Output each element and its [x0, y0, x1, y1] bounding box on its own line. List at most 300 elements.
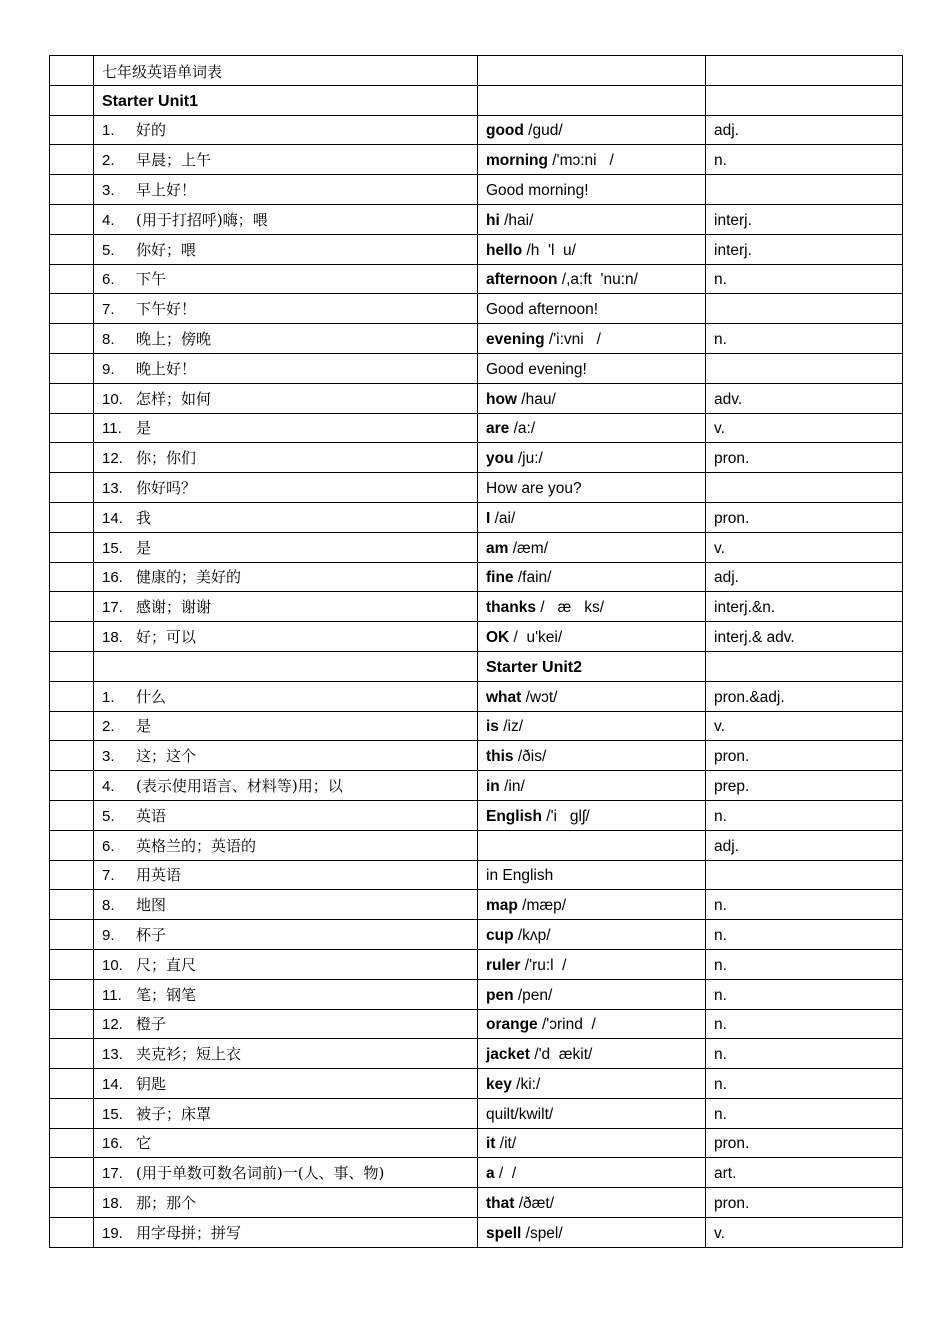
english-word-cell — [478, 204, 706, 234]
english-word-cell — [478, 592, 706, 622]
pronunciation: / u'kei/ — [509, 628, 563, 646]
section-heading-row — [50, 651, 903, 681]
english-word-cell — [478, 294, 706, 324]
part-of-speech: v. — [714, 420, 725, 438]
chinese-meaning: 你好；喂 — [136, 240, 197, 259]
english-word-cell — [478, 1158, 706, 1188]
pronunciation: /'i:vni / — [544, 330, 601, 348]
english-word: a — [486, 1165, 495, 1183]
row-margin-cell — [50, 1188, 94, 1218]
part-of-speech: pron.&adj. — [714, 688, 785, 706]
english-word: is — [486, 718, 499, 736]
row-margin-cell — [50, 234, 94, 264]
english-word: pen — [486, 986, 514, 1004]
pronunciation: /æm/ — [508, 539, 549, 557]
row-margin-cell — [50, 592, 94, 622]
chinese-meaning-cell — [94, 1009, 478, 1039]
part-of-speech-cell — [706, 115, 903, 145]
part-of-speech-cell — [706, 413, 903, 443]
item-number: 9. — [102, 926, 115, 944]
part-of-speech-cell — [706, 949, 903, 979]
part-of-speech: interj. — [714, 211, 752, 229]
part-of-speech: n. — [714, 956, 727, 974]
chinese-meaning-cell — [94, 860, 478, 890]
pronunciation: /'mɔ:ni / — [548, 152, 614, 170]
pronunciation: /h 'l u/ — [522, 241, 576, 259]
pronunciation: /,a:ft 'nu:n/ — [557, 271, 638, 289]
word-row — [50, 1069, 903, 1099]
word-row — [50, 562, 903, 592]
chinese-meaning-cell — [94, 115, 478, 145]
item-number: 1. — [102, 122, 115, 140]
chinese-meaning-cell — [94, 383, 478, 413]
english-word-cell — [478, 771, 706, 801]
part-of-speech-cell — [706, 353, 903, 383]
word-row — [50, 353, 903, 383]
part-of-speech-cell — [706, 1158, 903, 1188]
pronunciation: /ki:/ — [511, 1075, 541, 1093]
pronunciation: / æ ks/ — [535, 599, 605, 617]
vocabulary-table-body — [50, 56, 903, 1248]
english-word: hi — [486, 211, 500, 229]
word-row — [50, 383, 903, 413]
pronunciation: /hau/ — [517, 390, 556, 408]
item-number: 11. — [102, 986, 122, 1004]
part-of-speech: v. — [714, 539, 725, 557]
row-margin-cell — [50, 145, 94, 175]
chinese-meaning: 怎样；如何 — [136, 389, 212, 408]
item-number: 16. — [102, 569, 123, 587]
part-of-speech-cell — [706, 145, 903, 175]
english-word: you — [486, 450, 514, 468]
word-row — [50, 115, 903, 145]
part-of-speech: interj.& adv. — [714, 628, 795, 646]
part-of-speech-cell — [706, 1218, 903, 1248]
row-margin-cell — [50, 1069, 94, 1099]
chinese-meaning: 杯子 — [136, 925, 167, 944]
row-margin-cell — [50, 979, 94, 1009]
item-number: 9. — [102, 360, 115, 378]
part-of-speech: adj. — [714, 837, 739, 855]
english-word: map — [486, 897, 518, 915]
chinese-meaning-cell — [94, 1039, 478, 1069]
chinese-meaning-cell — [94, 800, 478, 830]
part-of-speech-cell — [706, 890, 903, 920]
row-margin-cell — [50, 562, 94, 592]
chinese-meaning: 地图 — [136, 896, 167, 915]
english-word: I — [486, 509, 491, 527]
chinese-meaning: 你；你们 — [136, 449, 197, 468]
item-number: 14. — [102, 1075, 123, 1093]
part-of-speech-cell — [706, 383, 903, 413]
chinese-meaning-cell — [94, 353, 478, 383]
english-word-cell — [478, 711, 706, 741]
chinese-meaning-cell — [94, 830, 478, 860]
chinese-meaning-cell — [94, 771, 478, 801]
item-number: 18. — [102, 628, 123, 646]
row-margin-cell — [50, 741, 94, 771]
english-word-cell — [478, 830, 706, 860]
word-row — [50, 502, 903, 532]
english-word-cell — [478, 383, 706, 413]
vocabulary-table — [49, 55, 903, 1248]
pronunciation: /ju:/ — [513, 450, 543, 468]
english-word: spell — [486, 1224, 522, 1242]
english-word-cell — [478, 1039, 706, 1069]
pronunciation: /'i glʃ/ — [541, 807, 590, 825]
row-margin-cell — [50, 1158, 94, 1188]
row-margin-cell — [50, 294, 94, 324]
chinese-meaning-cell — [94, 741, 478, 771]
english-word-cell — [478, 502, 706, 532]
part-of-speech-cell — [706, 324, 903, 354]
english-word: cup — [486, 926, 514, 944]
word-row — [50, 294, 903, 324]
english-word: jacket — [486, 1046, 530, 1064]
chinese-meaning: 早上好！ — [136, 180, 197, 199]
part-of-speech-cell — [706, 711, 903, 741]
english-word-cell — [478, 234, 706, 264]
english-word-cell — [478, 473, 706, 503]
chinese-meaning-cell — [94, 175, 478, 205]
pronunciation: /ðis/ — [513, 748, 547, 766]
chinese-meaning-cell — [94, 1188, 478, 1218]
word-row — [50, 175, 903, 205]
pronunciation: /it/ — [495, 1135, 517, 1153]
row-margin-cell — [50, 651, 94, 681]
english-word-cell — [478, 949, 706, 979]
part-of-speech-cell — [706, 920, 903, 950]
item-number: 15. — [102, 1105, 123, 1123]
word-row — [50, 1188, 903, 1218]
english-word: English — [486, 807, 542, 825]
row-margin-cell — [50, 204, 94, 234]
row-margin-cell — [50, 175, 94, 205]
part-of-speech: v. — [714, 1224, 725, 1242]
pronunciation: /hai/ — [499, 211, 534, 229]
chinese-meaning: 下午好！ — [136, 300, 197, 319]
chinese-meaning-cell — [94, 681, 478, 711]
chinese-meaning: 它 — [136, 1134, 152, 1153]
part-of-speech: n. — [714, 807, 727, 825]
part-of-speech-cell — [706, 234, 903, 264]
part-of-speech: adj. — [714, 569, 739, 587]
chinese-meaning: 下午 — [136, 270, 167, 289]
chinese-meaning: 我 — [136, 508, 152, 527]
chinese-meaning: 夹克衫；短上衣 — [136, 1045, 242, 1064]
row-margin-cell — [50, 56, 94, 86]
part-of-speech: art. — [714, 1165, 737, 1183]
english-word: are — [486, 420, 510, 438]
item-number: 2. — [102, 718, 115, 736]
pronunciation: /fain/ — [513, 569, 552, 587]
word-row — [50, 204, 903, 234]
chinese-meaning: 晚上好！ — [136, 359, 197, 378]
part-of-speech: n. — [714, 926, 727, 944]
row-margin-cell — [50, 1098, 94, 1128]
part-of-speech-cell — [706, 443, 903, 473]
chinese-meaning: 早晨；上午 — [136, 151, 212, 170]
english-word-cell — [478, 920, 706, 950]
part-of-speech-cell — [706, 622, 903, 652]
chinese-meaning: 笔；钢笔 — [136, 985, 197, 1004]
item-number: 12. — [102, 1016, 123, 1034]
pronunciation: How are you? — [486, 479, 582, 497]
pronunciation: /mæp/ — [517, 897, 567, 915]
part-of-speech-cell — [706, 473, 903, 503]
row-margin-cell — [50, 502, 94, 532]
item-number: 10. — [102, 956, 123, 974]
chinese-meaning: 钥匙 — [136, 1074, 167, 1093]
pronunciation: /ðæt/ — [514, 1195, 555, 1213]
word-row — [50, 1009, 903, 1039]
english-word: thanks — [486, 599, 536, 617]
pronunciation: / / — [494, 1165, 517, 1183]
row-margin-cell — [50, 860, 94, 890]
part-of-speech: adj. — [714, 122, 739, 140]
item-number: 2. — [102, 152, 115, 170]
english-word-cell — [478, 324, 706, 354]
item-number: 3. — [102, 181, 115, 199]
chinese-meaning: 好的 — [136, 121, 167, 140]
word-row — [50, 949, 903, 979]
item-number: 5. — [102, 241, 115, 259]
item-number: 13. — [102, 479, 123, 497]
part-of-speech-cell — [706, 1128, 903, 1158]
word-row — [50, 771, 903, 801]
chinese-meaning: (表示使用语言、材料等)用；以 — [136, 776, 343, 795]
row-margin-cell — [50, 1128, 94, 1158]
item-number: 7. — [102, 301, 115, 319]
english-word: evening — [486, 330, 545, 348]
part-of-speech: n. — [714, 897, 727, 915]
part-of-speech: pron. — [714, 509, 750, 527]
row-margin-cell — [50, 532, 94, 562]
part-of-speech: interj. — [714, 241, 752, 259]
word-row — [50, 264, 903, 294]
word-row — [50, 592, 903, 622]
chinese-meaning-cell — [94, 264, 478, 294]
chinese-meaning-cell — [94, 473, 478, 503]
row-margin-cell — [50, 949, 94, 979]
pronunciation: /in/ — [499, 777, 525, 795]
part-of-speech: prep. — [714, 777, 750, 795]
english-word: what — [486, 688, 522, 706]
word-row — [50, 1098, 903, 1128]
english-word-cell — [478, 443, 706, 473]
chinese-meaning-cell — [94, 562, 478, 592]
chinese-meaning-cell — [94, 324, 478, 354]
english-word-cell — [478, 85, 706, 115]
chinese-meaning: 健康的；美好的 — [136, 568, 242, 587]
word-row — [50, 741, 903, 771]
part-of-speech-cell — [706, 294, 903, 324]
pronunciation: /pen/ — [513, 986, 553, 1004]
row-margin-cell — [50, 383, 94, 413]
row-margin-cell — [50, 353, 94, 383]
part-of-speech: pron. — [714, 748, 750, 766]
row-margin-cell — [50, 473, 94, 503]
pronunciation: Good afternoon! — [486, 301, 599, 319]
part-of-speech: pron. — [714, 1195, 750, 1213]
english-word: this — [486, 748, 514, 766]
part-of-speech-cell — [706, 592, 903, 622]
english-word-cell — [478, 353, 706, 383]
item-number: 3. — [102, 748, 115, 766]
part-of-speech-cell — [706, 800, 903, 830]
part-of-speech-cell — [706, 1009, 903, 1039]
empty-cell — [706, 56, 903, 86]
pronunciation: /ai/ — [490, 509, 516, 527]
row-margin-cell — [50, 324, 94, 354]
chinese-meaning-cell — [94, 1098, 478, 1128]
part-of-speech-cell — [706, 532, 903, 562]
row-margin-cell — [50, 1039, 94, 1069]
word-row — [50, 413, 903, 443]
row-margin-cell — [50, 681, 94, 711]
row-margin-cell — [50, 115, 94, 145]
pronunciation: in English — [486, 867, 554, 885]
part-of-speech: n. — [714, 1105, 727, 1123]
part-of-speech-cell — [706, 562, 903, 592]
part-of-speech: interj.&n. — [714, 599, 776, 617]
chinese-meaning-cell — [94, 711, 478, 741]
chinese-meaning-cell — [94, 592, 478, 622]
english-word: morning — [486, 152, 548, 170]
item-number: 14. — [102, 509, 123, 527]
chinese-meaning-cell — [94, 443, 478, 473]
word-row — [50, 1218, 903, 1248]
english-word-cell — [478, 979, 706, 1009]
pronunciation: quilt/kwilt/ — [486, 1105, 554, 1123]
item-number: 6. — [102, 271, 115, 289]
part-of-speech-cell — [706, 741, 903, 771]
chinese-meaning: 什么 — [136, 687, 167, 706]
item-number: 12. — [102, 450, 123, 468]
english-word-cell — [478, 264, 706, 294]
english-word-cell — [478, 800, 706, 830]
english-word-cell — [478, 681, 706, 711]
chinese-meaning-cell — [94, 890, 478, 920]
word-row — [50, 473, 903, 503]
pronunciation: /a:/ — [509, 420, 536, 438]
english-word-cell — [478, 860, 706, 890]
part-of-speech-cell — [706, 771, 903, 801]
chinese-meaning: 英语 — [136, 806, 167, 825]
part-of-speech: n. — [714, 330, 727, 348]
item-number: 4. — [102, 211, 115, 229]
english-word-cell — [478, 1128, 706, 1158]
row-margin-cell — [50, 920, 94, 950]
word-row — [50, 1158, 903, 1188]
english-word-cell — [478, 1009, 706, 1039]
part-of-speech-cell — [706, 979, 903, 1009]
item-number: 4. — [102, 777, 115, 795]
chinese-meaning: (用于单数可数名词前)一(人、事、物) — [136, 1164, 385, 1183]
row-margin-cell — [50, 890, 94, 920]
word-row — [50, 532, 903, 562]
chinese-meaning-cell — [94, 145, 478, 175]
chinese-meaning-cell — [94, 1069, 478, 1099]
part-of-speech-cell — [706, 502, 903, 532]
pronunciation: /iz/ — [498, 718, 524, 736]
part-of-speech-cell — [706, 1098, 903, 1128]
part-of-speech-cell — [706, 830, 903, 860]
english-word-cell — [478, 1069, 706, 1099]
item-number: 18. — [102, 1195, 123, 1213]
item-number: 5. — [102, 807, 115, 825]
title-row — [50, 56, 903, 86]
word-row — [50, 979, 903, 1009]
word-row — [50, 920, 903, 950]
chinese-meaning: 橙子 — [136, 1015, 167, 1034]
item-number: 17. — [102, 1165, 123, 1183]
word-row — [50, 443, 903, 473]
item-number: 19. — [102, 1224, 123, 1242]
item-number: 13. — [102, 1046, 123, 1064]
row-margin-cell — [50, 771, 94, 801]
english-word: OK — [486, 628, 510, 646]
word-row — [50, 681, 903, 711]
english-word: that — [486, 1195, 515, 1213]
english-word-cell — [478, 145, 706, 175]
word-row — [50, 324, 903, 354]
item-number: 1. — [102, 688, 115, 706]
part-of-speech: n. — [714, 152, 727, 170]
pronunciation: /kʌp/ — [513, 926, 551, 944]
row-margin-cell — [50, 1218, 94, 1248]
section-heading: Starter Unit1 — [102, 92, 199, 110]
part-of-speech: n. — [714, 1016, 727, 1034]
word-row — [50, 711, 903, 741]
part-of-speech-cell — [706, 860, 903, 890]
english-word-cell — [478, 532, 706, 562]
english-word: in — [486, 777, 500, 795]
part-of-speech: pron. — [714, 1135, 750, 1153]
chinese-meaning: 你好吗？ — [136, 478, 197, 497]
chinese-meaning-cell — [94, 949, 478, 979]
table-title: 七年级英语单词表 — [94, 56, 478, 86]
chinese-meaning: 感谢；谢谢 — [136, 598, 212, 617]
part-of-speech-cell — [706, 651, 903, 681]
part-of-speech: v. — [714, 718, 725, 736]
item-number: 15. — [102, 539, 123, 557]
item-number: 16. — [102, 1135, 123, 1153]
english-word-cell — [478, 651, 706, 681]
english-word-cell — [478, 175, 706, 205]
english-word-cell — [478, 115, 706, 145]
chinese-meaning-cell — [94, 979, 478, 1009]
part-of-speech: adv. — [714, 390, 743, 408]
english-word-cell — [478, 562, 706, 592]
english-word: fine — [486, 569, 514, 587]
pronunciation: /wɔt/ — [521, 688, 558, 706]
part-of-speech-cell — [706, 1069, 903, 1099]
chinese-meaning-cell — [94, 85, 478, 115]
word-row — [50, 830, 903, 860]
pronunciation: /'ɔrind / — [537, 1016, 596, 1034]
section-heading-row — [50, 85, 903, 115]
word-row — [50, 145, 903, 175]
chinese-meaning-cell — [94, 1218, 478, 1248]
word-row — [50, 1039, 903, 1069]
english-word: afternoon — [486, 271, 558, 289]
chinese-meaning: 晚上；傍晚 — [136, 329, 212, 348]
english-word: good — [486, 122, 524, 140]
english-word-cell — [478, 1218, 706, 1248]
chinese-meaning: 被子；床罩 — [136, 1104, 212, 1123]
english-word: am — [486, 539, 509, 557]
